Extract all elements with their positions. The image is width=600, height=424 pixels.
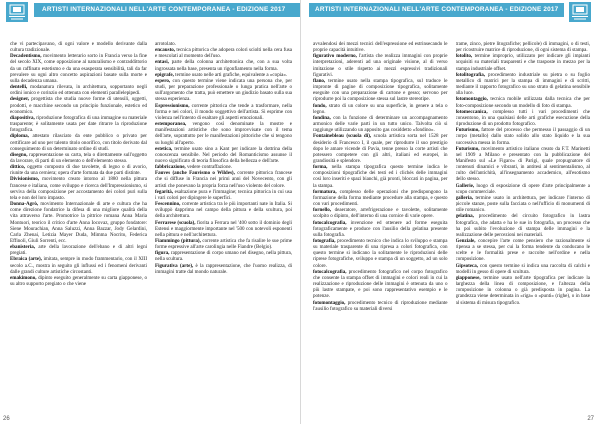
glossary-definition: procedimento fotografico nel corpo fotografico che consente la stampa offset di immagini e colori reali in cui la realizzazione e riproduzione delle immagini è ottenuta da uno o più lastre stampate, e poi sono rappresentativo esempio e le potenze.	[313, 268, 448, 300]
glossary-term: espero,	[155, 77, 171, 84]
glossary-term: Gipsoteca,	[455, 262, 479, 269]
glossary-term: Donna-Agrò,	[10, 201, 39, 208]
glossary-definition: scuola artistica sorta nel 1528 per desiderio di Francesco I, il quale, per riprodurre il suo prestigio dopo le amare vicende di Pavia, tenne presso la corte artisti che potessero competere con gli altri, italiani ed europei, in grandiosità e splendore.	[313, 133, 448, 164]
glossary-term: figura,	[155, 250, 170, 257]
glossary-term: epigrafe,	[155, 71, 174, 78]
glossary-definition: procedimento tecnico che indica lo sviluppo e stampa su materiale trasparente di una ripresa a colori fotografica, con questo termine si indicano la solitamente le riproduzioni delle riprese fotografiche, sviluppo e stampa di un soggetto, ad un solo colore.	[313, 238, 448, 269]
glossary-term: diapositiva,	[10, 114, 35, 121]
glossary-entry	[456, 109, 591, 127]
text-column	[456, 41, 591, 412]
glossary-entry	[10, 256, 147, 274]
glossary-definition: procedimento tecnico di riproduzione mediante l'ausilio fotografico su materiali diversi	[313, 299, 448, 312]
glossary-entry	[155, 59, 292, 71]
glossary-term: Decadentismo,	[10, 53, 42, 60]
glossary-entry	[313, 41, 448, 53]
glossary-entry	[10, 275, 147, 287]
glossary-term: fornello,	[313, 207, 332, 214]
glossary-entry	[456, 41, 591, 53]
glossary-definition: progettista che studia nuove forme di utensili, oggetti, prodotti, e macchine secondo un principio funzionale, estetico ed economico.	[10, 96, 147, 115]
glossary-term: fondo,	[313, 102, 327, 109]
glossary-term: fotografia,	[313, 238, 336, 244]
glossary-term: fotomontaggio,	[313, 299, 346, 306]
glossary-entry	[456, 275, 591, 306]
glossary-entry	[155, 250, 292, 262]
glossary-definition: termine usato nella stampa tipografica, sul traduce le impronte di pagine di composizione tipografica, solitamente eseguite con una preparazione di cartone e gesso; servono per riprodurre poi la composizione stessa sul lastre stereotipe.	[313, 77, 448, 103]
glossary-definition: procedimento industriale su pietra o su foglio metallico di matrici per la stampa di immagini e di scritti, mediante il rapporto fotografico su uno strato di gelatina sensibile alla luce.	[455, 71, 590, 97]
glossary-entry	[313, 53, 448, 78]
glossary-term: fotolitografia,	[455, 71, 486, 78]
glossary-entry	[155, 170, 292, 188]
glossary-definition: esaltazione pura e l'immagine; tecnica pittorica in cui usa i vari colori per dipingere le superfici.	[155, 188, 292, 201]
glossary-definition: termine improprio, utilizzato per indicare gli impianti acquisiti su materiali trasparenti e che trasposte in mezzo per la stampa industriale offset.	[455, 53, 590, 72]
glossary-term: emakimono,	[10, 274, 37, 281]
glossary-term: Ebraica (arte),	[10, 256, 42, 263]
glossary-term: giapponese,	[455, 274, 481, 281]
glossary-definition: imitata, sempre in modo frammentario, con il XIII secolo a.C., mostra in seguito gli influssi ed i fenomeni derivanti dalle grandi culture artistiche circostanti.	[10, 256, 147, 275]
text-column	[313, 41, 448, 412]
glossary-definition: nella stampa tipografica questo termine indica le composizioni tipografiche dei testi ed i clichés delle immagini così loro inseriti e spazi bianchi, già pronti, bloccati in pagina, per la stampa.	[313, 164, 448, 189]
text-columns	[313, 41, 590, 412]
glossary-entry	[313, 103, 448, 115]
glossary-term: galleria,	[455, 194, 474, 201]
glossary-definition: termine usato nelle arti grafiche, equivalente a «copia».	[173, 71, 288, 78]
right-page	[300, 0, 600, 424]
glossary-entry	[155, 189, 292, 201]
glossary-term: fabbricazione,	[155, 164, 186, 171]
glossary-definition: avvalendosi dei mezzi tecnici dell'espressione ed estrinsecando le proprie capacità intuitive.	[313, 41, 448, 54]
glossary-definition: riproduzione fotografica di una immagine su materiale trasparente; è solitamente usata per date ritrarre la riproduzione fotografica.	[10, 114, 147, 134]
glossary-term: disegno,	[10, 151, 28, 158]
glossary-definition: tecnica mobile utilizzata dalla tecnica che per foto-composizione secondo un modello di foto di stampa.	[455, 96, 590, 109]
magazine-logo	[6, 2, 28, 22]
glossary-definition: corrente pittorica francese che si diffuse in Francia nei primi anni del Novecento, con gli artisti che ponevano la propria forza nell'uso violento del colore.	[155, 170, 292, 189]
glossary-term: Figurativa (arte),	[155, 262, 194, 269]
glossary-definition: dipinto eseguito generalmente su carta giapponese, o su altro supporto pregiato o che viene	[10, 274, 147, 288]
glossary-definition: termine usato in architettura, per indicare l'interno di piccole stanze, poste sulla facciata o nell'ufficio di monumenti di stile romanico.	[455, 194, 590, 214]
glossary-term: designer,	[10, 96, 30, 103]
glossary-term: figurativo moderno,	[313, 53, 357, 60]
glossary-definition: arte della lavorazione dell'ebano e di altri legni pregiati.	[10, 244, 147, 257]
glossary-entry	[456, 72, 591, 97]
glossary-term: Fauves (anche Fauvismo o Wildes),	[155, 170, 235, 177]
glossary-definition: che vi partecipavano, di ogni valore e modello derivante dalla cultura tradizionale.	[10, 41, 147, 54]
glossary-term: formatura,	[313, 188, 337, 195]
page-number: 26	[3, 416, 10, 422]
logo-emblem-icon	[6, 2, 28, 22]
header-title: ARTISTI INTERNAZIONALI NELL'ARTE CONTEMPORANEA - EDIZIONE 2017	[315, 6, 559, 13]
glossary-term: Fontainebleau (scuola di),	[313, 133, 372, 140]
glossary-definition: corrente artistica che fa risalire le sue prime forme espressive all'arte carolingia nelle Fiandre (Belgio).	[155, 238, 292, 251]
glossary-definition: rappresentazione su carta, tela o direttamente sull'oggetto da lavorare, di parti di un elemento o dell'elemento stesso.	[10, 151, 147, 164]
glossary-entry	[10, 41, 147, 53]
glossary-entry	[456, 146, 591, 183]
glossary-term: Ferrarese (scuola),	[155, 219, 196, 226]
glossary-term: diploma,	[10, 133, 29, 140]
glossary-term: fotomeccanica,	[455, 108, 488, 115]
glossary-term: fotolito,	[455, 53, 473, 60]
glossary-entry	[313, 115, 448, 133]
glossary-entry	[456, 183, 591, 195]
glossary-definition: vengono così denominate la mostre e manifestazioni artistiche che sono improvvisate con il tema dell'arte, soprattutto per le manifestazioni pittoriche che si tengono su luoghi all'aperto.	[155, 121, 292, 146]
glossary-definition: procedimento del circuito fotografico in lastra fotografica, che adatta e ha le sue in fotografia, un processo che ha poi subito l'evoluzione di stampa delle immagini e la realizzazione delle percezioni nei materiali.	[455, 213, 590, 238]
glossary-entry	[313, 300, 448, 312]
glossary-definition: con la funzione di determinare un accompagnamento armonico delle varie parti in un tutto unico. Talvolta ciò si raggiunge utilizzando un apposito gas cosiddetto «fondino».	[313, 114, 448, 134]
glossary-term: fotomontaggio,	[455, 96, 488, 103]
glossary-entry	[313, 133, 448, 164]
glossary-term: fondina,	[313, 114, 331, 121]
glossary-definition: strato di un colore su una superficie, in genere a tela o legno.	[313, 102, 448, 115]
page-header-bar	[34, 3, 300, 17]
glossary-definition: corrente artistica tra le più importanti nate in Italia. Si sviluppò dapprima nel campo della pittura e della scultura, poi della architettura.	[155, 201, 292, 220]
glossary-definition: tecnica pittorica che adopera colori sciolti nella cera fusa e mescolati al momento dell'uso.	[155, 47, 292, 60]
glossary-term: encausto,	[155, 47, 176, 54]
glossary-definition: arrotolato.	[155, 41, 176, 47]
glossary-term: Fiammingo (pittura),	[155, 238, 201, 244]
text-column	[155, 41, 292, 412]
glossary-definition: con questo termine viene indicata una persona che, per studi, per preparazione professionale o lunga pratica nell'arte o sull'argomento che tratta, può emettere un giudizio basato sulla sua stessa esperienza.	[155, 77, 292, 103]
glossary-entry	[313, 220, 448, 238]
glossary-definition: corrente pittorica che tende a trasformare, nella forma e nei colori, il mondo soggettivo dell'artista. Si esprime con violenza nell'intento di esaltare gli aspetti emozionali.	[155, 102, 292, 121]
page-header-bar	[309, 3, 564, 17]
glossary-entry	[155, 146, 292, 164]
glossary-definition: termine usato nell'arte tipografica per indicare la larghezza della linea di composizione, e l'altezza della composizione in colonna o già predisposta in pagina. La grandezza viene determinata in «riga» o «punti» (righe), o in base al sistema di misura tipografico.	[455, 274, 590, 306]
glossary-term: estetica,	[155, 145, 173, 152]
glossary-definition: vedere contraffazione.	[185, 164, 232, 171]
glossary-entry	[10, 152, 147, 164]
glossary-entry	[313, 164, 448, 189]
glossary-definition: fattore del processo che permesso il passaggio di un corpo (metallo) dallo stato solido allo stato liquido e la sua successiva messa in forma.	[455, 127, 590, 146]
glossary-definition: è la rappresentazione, che l'uomo realizza, di immagini tratte dal mondo naturale.	[155, 262, 292, 275]
glossary-entry	[10, 53, 147, 84]
glossary-entry	[313, 207, 448, 219]
glossary-term: Genziale,	[455, 238, 476, 244]
glossary-term: gelatina,	[455, 213, 474, 220]
glossary-definition: movimento letterario sorto in Francia verso la fine del secolo XIX, come opposizione al naturalismo e contraddittorio da un raffinato estetismo e da una esasperata sensibilità, tali da far prevalere su ogni altro concetto aspirazioni basate sulla morte e sulla decadenza umana.	[10, 53, 147, 84]
glossary-entry	[456, 53, 591, 71]
glossary-definition: trame, zinco, pietre litografiche; pellicole) di immagini, o di testi, per ricostruire matrice di riproduzione, di ogni sistema di stampa.	[455, 41, 590, 54]
glossary-term: dentelli,	[10, 84, 28, 91]
glossary-term: estemporanea,	[155, 121, 187, 128]
glossary-term: Gallerie,	[455, 182, 475, 189]
glossary-entry	[155, 47, 292, 59]
glossary-definition: movimento artistico italiano creato da F.T. Marinetti nel 1909 a Milano e presentato con la pubblicazione del Manifesto sul «Le Figaro» di Parigi, quale propugnatore di contenuti dinamici e vibranti, in antitesi al sentimentalismo, al culto dell'antichità, all'insegnamento accademico, all'esotismo dello stesso.	[455, 145, 590, 183]
glossary-term: entasi,	[155, 59, 169, 66]
glossary-definition: l'artista che realizza immagini con proprie interpretazioni, aderenti ad una originale visione, al di verso imitazione o stile rispetto ai mezzi espressivi tradizionali figurativi.	[313, 53, 448, 78]
glossary-entry	[155, 201, 292, 219]
glossary-entry	[456, 195, 591, 213]
glossary-definition: luogo di esposizione di opere d'arte principalmente a scopo commerciale.	[455, 182, 590, 195]
glossary-term: Fescennino,	[155, 201, 181, 208]
glossary-term: Futurismo,	[455, 127, 480, 134]
glossary-entry	[155, 78, 292, 103]
glossary-definition: con questo termine si indica una raccolta di calchi e modelli in gesso di opere di scultura.	[455, 262, 590, 275]
glossary-definition: movimento Internazionale di arte e cultura che ha come direzione fondatrice la difesa di una migliore qualità della vita attraverso l'arte. Promotrice la pittrice romana Anna Maria Montuori, teorico il critico d'arte Anna Iocovaz, gruppo fondatore: Siene Mourachian, Anna Saluzzi, Anna Bazzar, Jody Gelardini, Carla Zhenai, Letizia Mayer Duda, Mimma Nocrito, Federica Effinoli, Giuli Sorrenti, ecc.	[10, 201, 147, 244]
glossary-definition: complesso tutti i vari procedimenti che consentono, in una qualsiasi delle arti grafiche esecuzione della riproduzione di un prodotto fotografico.	[455, 108, 590, 128]
glossary-entry	[10, 201, 147, 244]
magazine-logo	[569, 2, 591, 22]
glossary-entry	[155, 220, 292, 238]
glossary-term: Futurismo,	[455, 145, 480, 152]
glossary-entry	[313, 238, 448, 269]
glossary-term: flano,	[313, 77, 326, 84]
glossary-term: fotocalcografia,	[313, 268, 347, 275]
glossary-entry	[155, 263, 292, 275]
text-columns	[10, 41, 292, 412]
glossary-definition: invenzione ed ottenere ad forme eseguita fotograficamente e produce con l'ausilio della gelatina presente sulla fotografia.	[313, 219, 448, 238]
glossary-definition: concepire l'arte come pensiero che razionalmente si ripensa a se stessa, per cui la forma tendente da conducano le scelte e le formalità prese e raccolte nell'ordine e nella composizione.	[455, 238, 590, 263]
glossary-entry	[10, 244, 147, 256]
glossary-entry	[155, 121, 292, 146]
glossary-definition: deaeratore, arrefrigerazione e tavolette, solitamente scolpito o dipinto, dell'interno di una cornice di varie opere.	[313, 207, 448, 220]
page-number: 27	[587, 416, 594, 422]
glossary-term: ebanisteria,	[10, 244, 36, 251]
glossary-entry	[313, 269, 448, 300]
glossary-term: fotocalcografia,	[313, 219, 347, 226]
glossary-entry	[456, 238, 591, 263]
glossary-entry	[155, 103, 292, 121]
glossary-entry	[10, 84, 147, 96]
glossary-definition: termine usato sino a Kant per indicare la dottrina della conoscenza sensibile. Nel periodo del Romanticismo assunse il nuovo significato di teoria filosofica della bellezza e dell'arte.	[155, 145, 292, 164]
text-column	[10, 41, 147, 412]
header-title: ARTISTI INTERNAZIONALI NELL'ARTE CONTEMPORANEA - EDIZIONE 2017	[42, 6, 286, 13]
glossary-term: Divisionismo,	[10, 176, 40, 183]
glossary-entry	[456, 263, 591, 275]
logo-emblem-icon	[569, 2, 591, 22]
glossary-entry	[313, 78, 448, 103]
glossary-definition: movimento creato intorno al 1880 nella pittura francese e italiana, come sviluppo e ricerca dell'Impressionismo, si serviva della composizione per accostamento dei colori puri sulla tela e non del loro impasto.	[10, 176, 147, 201]
glossary-definition: oggetto composto di due tavolette, di legno o di avorio, riunite da una cerniera; opera d'arte formata da due parti distinte.	[10, 164, 147, 177]
glossary-entry	[10, 96, 147, 114]
glossary-entry	[10, 133, 147, 151]
glossary-definition: attestato rilasciato da ente pubblico o privato per certificare ad uno per talento titolo onorifico, con titolo derivato dal conseguimento di un determinato ordine di studi.	[10, 133, 147, 152]
glossary-entry	[456, 213, 591, 238]
glossary-definition: complesso delle operazioni che predispongono la formazione della forma mediante procedure alla stampa, e questo con vari procedimenti.	[313, 188, 448, 208]
glossary-definition: rappresentazione di corpo umano nel disegno, nella pittura, nella scultura.	[155, 250, 292, 263]
glossary-entry	[10, 176, 147, 201]
glossary-term: fegarità,	[155, 188, 174, 195]
glossary-definition: fiorita a Ferrara nel '400 sotto il dominio degli Estensi e maggiormente importante nel '500 con notevoli esponenti nella pittura e nell'architettura.	[155, 219, 292, 238]
glossary-term: dittico,	[10, 164, 25, 171]
glossary-entry	[456, 96, 591, 108]
glossary-entry	[10, 164, 147, 176]
glossary-entry	[456, 127, 591, 145]
glossary-definition: modanatura rilevata, in architettura, sopportanto negli ordini ionico e corinzio ed ottenuta con elementi parallelepipedi.	[10, 84, 147, 97]
glossary-definition: parte della colonna architettonica che, con a sua volta ingrossata nella base, presenta un rigonfiamento nella forma.	[155, 59, 292, 72]
glossary-term: Espressionismo,	[155, 102, 190, 109]
glossary-term: forma,	[313, 164, 328, 171]
glossary-entry	[10, 115, 147, 133]
glossary-entry	[313, 189, 448, 207]
glossary-entry	[155, 238, 292, 250]
